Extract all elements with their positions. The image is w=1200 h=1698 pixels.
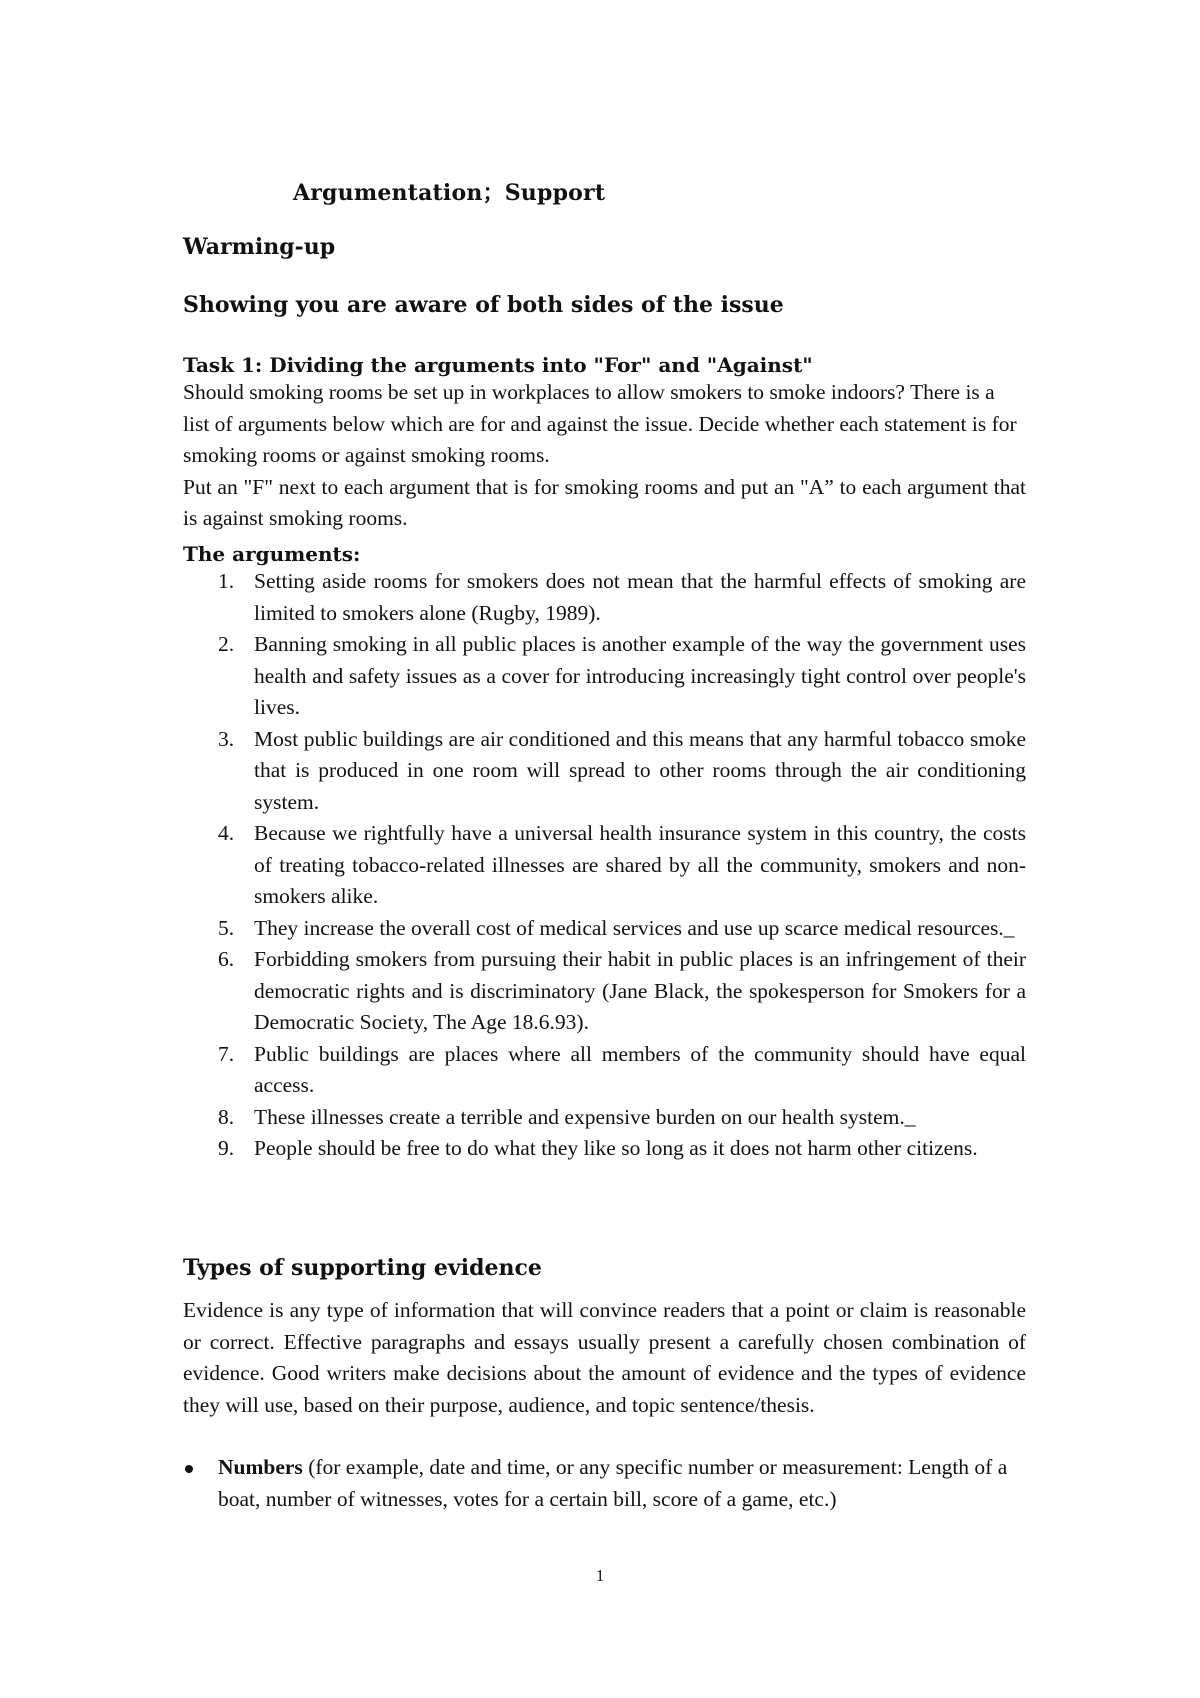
argument-text: Setting aside rooms for smokers does not mean that the harmful effects of smoking are limited to smokers alone (Rugby, 1989).	[254, 569, 1026, 625]
argument-number: 2.	[218, 632, 235, 656]
task1-heading: Task 1: Dividing the arguments into "For" and "Against"	[183, 353, 813, 377]
argument-item	[218, 566, 1026, 629]
document-title: Argumentation；Support	[293, 180, 606, 206]
argument-number: 1.	[218, 569, 235, 593]
task1-intro-paragraph: Should smoking rooms be set up in workplaces to allow smokers to smoke indoors? There is a list of arguments below which are for and against the issue. Decide whether each statement is for smoking rooms or against smoking rooms.	[183, 380, 1017, 467]
argument-number: 4.	[218, 821, 235, 845]
argument-text: Forbidding smokers from pursuing their habit in public places is an infringement of their democratic rights and is discriminatory (Jane Black, the spokesperson for Smokers for a Democratic Society, The Age 18.6.93).	[254, 947, 1026, 1034]
arguments-label: The arguments:	[183, 542, 361, 566]
argument-item	[218, 1102, 1026, 1134]
evidence-paragraph: Evidence is any type of information that will convince readers that a point or claim is reasonable or correct. Effective paragraphs and essays usually present a carefully chosen combination of evidence. Good writers make decisions about the amount of evidence and the types of evidence they will use, based on their purpose, audience, and topic sentence/thesis.	[183, 1298, 1026, 1417]
task1-instructions	[183, 377, 1026, 535]
argument-number: 3.	[218, 726, 235, 751]
heading-warming-up: Warming-up	[183, 234, 336, 260]
argument-number: 8.	[218, 1104, 235, 1129]
argument-text: These illnesses create a terrible and expensive burden on our health system._	[254, 1104, 916, 1129]
bullet-icon	[185, 1465, 193, 1473]
evidence-type-description: (for example, date and time, or any specific number or measurement: Length of a boat, number of witnesses, votes for a certain bill, score of a game, etc.)	[218, 1455, 1008, 1511]
argument-number: 6.	[218, 947, 235, 971]
argument-item	[218, 629, 1026, 724]
heading-both-sides: Showing you are aware of both sides of the issue	[183, 292, 784, 318]
argument-number: 7.	[218, 1041, 235, 1066]
argument-text: Because we rightfully have a universal health insurance system in this country, the costs of treating tobacco-related illnesses are shared by all the community, smokers and non-smokers alike.	[254, 821, 1026, 908]
argument-text: Public buildings are places where all members of the community should have equal access.	[254, 1041, 1026, 1097]
argument-item	[218, 1133, 1026, 1165]
argument-item	[218, 724, 1026, 819]
argument-number: 5.	[218, 915, 235, 940]
evidence-type-item	[183, 1452, 1026, 1515]
argument-text: People should be free to do what they like so long as it does not harm other citizens.	[254, 1136, 978, 1160]
argument-number: 9.	[218, 1136, 235, 1160]
arguments-list	[218, 566, 1026, 1165]
argument-text: Most public buildings are air conditioned and this means that any harmful tobacco smoke that is produced in one room will spread to other rooms through the air conditioning system.	[254, 726, 1026, 814]
page-number: 1	[595, 1566, 605, 1585]
argument-text: Banning smoking in all public places is another example of the way the government uses health and safety issues as a cover for introducing increasingly tight control over people's lives.	[254, 632, 1026, 719]
argument-text: They increase the overall cost of medical services and use up scarce medical resources._	[254, 915, 1015, 940]
evidence-types-list	[183, 1452, 1026, 1515]
argument-item	[218, 1039, 1026, 1102]
argument-item	[218, 944, 1026, 1039]
task1-instruction-paragraph: Put an "F" next to each argument that is for smoking rooms and put an "A” to each argument that is against smoking rooms.	[183, 474, 1026, 530]
heading-supporting-evidence: Types of supporting evidence	[183, 1255, 542, 1281]
argument-item	[218, 913, 1026, 945]
argument-item	[218, 818, 1026, 913]
evidence-type-term: Numbers	[218, 1455, 303, 1479]
